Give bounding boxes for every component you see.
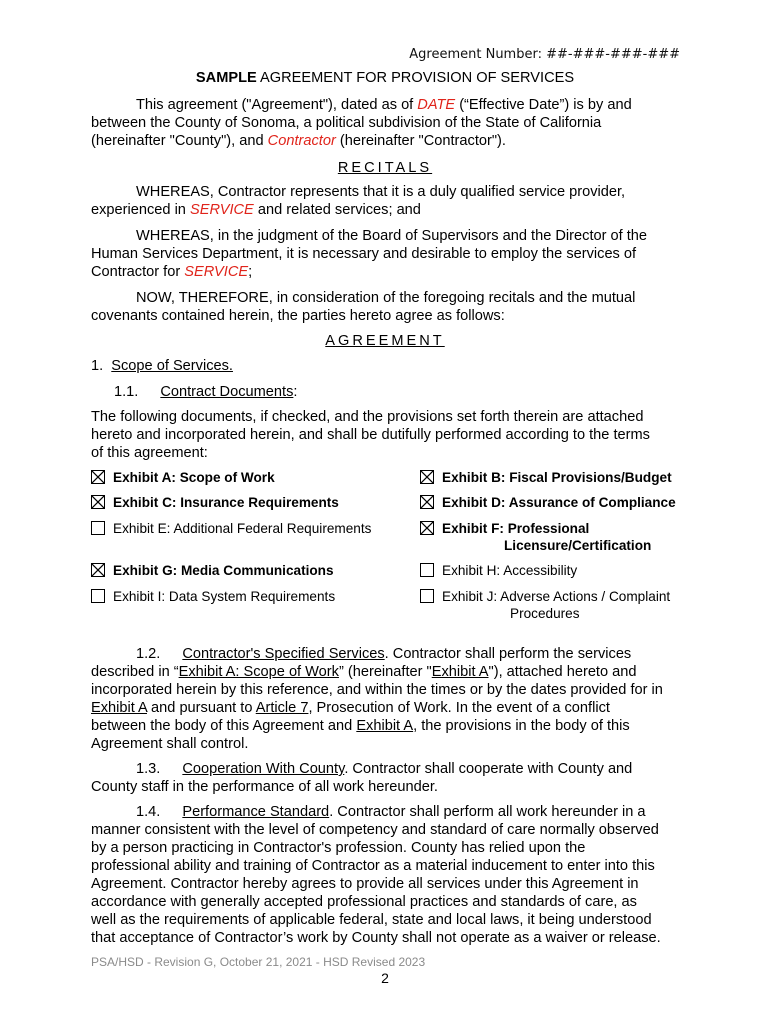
section-1-4-line-3: by a person practicing in Contractor's profession. County has relied upon the <box>91 840 586 856</box>
checkmark-x-icon <box>421 471 433 483</box>
checkmark-x-icon <box>92 564 104 576</box>
section-1-4-line-4: professional ability and training of Contractor as a material inducement to enter into this <box>91 858 655 874</box>
recital-1-line-2: experienced in SERVICE and related services; and <box>91 202 421 218</box>
section-1-4-line-2: manner consistent with the level of competency and standard of care normally observed <box>91 822 659 838</box>
contractor-placeholder: Contractor <box>267 133 336 149</box>
documents-line-2: hereto and incorporated herein, and shall be dutifully performed according to the terms <box>91 427 650 443</box>
section-1-1-heading: 1.1. Contract Documents: <box>114 384 298 400</box>
checked-checkbox[interactable] <box>91 563 105 577</box>
intro-line-3: (hereinafter "County"), and Contractor (hereinafter "Contractor"). <box>91 133 506 149</box>
unchecked-checkbox[interactable] <box>91 521 105 535</box>
page-number: 2 <box>381 970 389 986</box>
section-1-4-line-7: well as the requirements of applicable federal, state and local laws, it being understood <box>91 912 652 928</box>
section-1-3-line-2: County staff in the performance of all work hereunder. <box>91 779 438 795</box>
unchecked-checkbox[interactable] <box>91 589 105 603</box>
service-placeholder: SERVICE <box>184 264 249 280</box>
unchecked-checkbox[interactable] <box>420 563 434 577</box>
exhibit-label: Exhibit E: Additional Federal Requirements <box>113 521 372 536</box>
section-1-2-line-2: described in “Exhibit A: Scope of Work” (hereinafter "Exhibit A"), attached hereto and <box>91 664 637 680</box>
intro-line-1: This agreement ("Agreement"), dated as of DATE (“Effective Date”) is by and <box>136 97 632 113</box>
exhibit-label: Exhibit G: Media Communications <box>113 563 334 578</box>
exhibit-label: Exhibit H: Accessibility <box>442 563 578 578</box>
document-title: SAMPLE AGREEMENT FOR PROVISION OF SERVICES <box>195 70 575 86</box>
exhibit-label-continuation: Procedures <box>510 606 580 621</box>
recital-2-line-3: Contractor for SERVICE; <box>91 264 253 280</box>
agreement-heading: AGREEMENT <box>325 333 445 349</box>
section-1-2-line-1: 1.2. Contractor's Specified Services. Contractor shall perform the services <box>136 646 632 662</box>
checkmark-x-icon <box>421 496 433 508</box>
checkmark-x-icon <box>92 471 104 483</box>
agreement-number: Agreement Number: ##-###-###-### <box>409 47 680 62</box>
exhibit-label: Exhibit F: Professional <box>442 521 590 536</box>
exhibit-label: Exhibit D: Assurance of Compliance <box>442 495 676 510</box>
documents-line-3: of this agreement: <box>91 445 208 461</box>
checked-checkbox[interactable] <box>91 470 105 484</box>
service-placeholder: SERVICE <box>189 202 254 218</box>
exhibit-label: Exhibit C: Insurance Requirements <box>113 495 339 510</box>
revision-footer: PSA/HSD - Revision G, October 21, 2021 - HSD Revised 2023 <box>91 955 426 969</box>
recital-1-line-1: WHEREAS, Contractor represents that it is a duly qualified service provider, <box>136 184 626 200</box>
recitals-heading: RECITALS <box>337 160 433 176</box>
section-1-heading: 1. Scope of Services. <box>91 358 233 374</box>
checked-checkbox[interactable] <box>420 495 434 509</box>
section-1-4-line-5: Agreement. Contractor hereby agrees to provide all services under this Agreement in <box>91 876 639 892</box>
exhibit-label: Exhibit A: Scope of Work <box>113 470 275 485</box>
recital-3-line-1: NOW, THEREFORE, in consideration of the foregoing recitals and the mutual <box>136 290 636 306</box>
exhibit-label: Exhibit J: Adverse Actions / Complaint <box>442 589 671 604</box>
section-1-2-line-4: Exhibit A and pursuant to Article 7, Prosecution of Work. In the event of a conflict <box>91 700 610 716</box>
section-1-4-line-8: that acceptance of Contractor’s work by County shall not operate as a waiver or release. <box>91 930 661 946</box>
recital-2-line-1: WHEREAS, in the judgment of the Board of Supervisors and the Director of the <box>136 228 648 244</box>
checked-checkbox[interactable] <box>420 470 434 484</box>
recital-2-line-2: Human Services Department, it is necessary and desirable to employ the services of <box>91 246 637 262</box>
unchecked-checkbox[interactable] <box>420 589 434 603</box>
date-placeholder: DATE <box>417 97 456 113</box>
intro-line-2: between the County of Sonoma, a political subdivision of the State of California <box>91 115 602 131</box>
checked-checkbox[interactable] <box>91 495 105 509</box>
documents-line-1: The following documents, if checked, and the provisions set forth therein are attached <box>91 409 644 425</box>
section-1-3-line-1: 1.3. Cooperation With County. Contractor shall cooperate with County and <box>136 761 633 777</box>
recital-3-line-2: covenants contained herein, the parties hereto agree as follows: <box>91 308 505 324</box>
exhibit-label: Exhibit B: Fiscal Provisions/Budget <box>442 470 672 485</box>
checkmark-x-icon <box>421 522 433 534</box>
checkmark-x-icon <box>92 496 104 508</box>
section-1-4-line-1: 1.4. Performance Standard. Contractor shall perform all work hereunder in a <box>136 804 646 820</box>
section-1-2-line-3: incorporated herein by this reference, and within the times or by the dates provided for in <box>91 682 663 698</box>
section-1-4-line-6: accordance with generally accepted professional practices and standards of care, as <box>91 894 637 910</box>
checked-checkbox[interactable] <box>420 521 434 535</box>
section-1-2-line-5: between the body of this Agreement and Exhibit A, the provisions in the body of this <box>91 718 630 734</box>
exhibit-label: Exhibit I: Data System Requirements <box>113 589 336 604</box>
section-1-2-line-6: Agreement shall control. <box>91 736 249 752</box>
exhibit-label-continuation: Licensure/Certification <box>504 538 652 553</box>
